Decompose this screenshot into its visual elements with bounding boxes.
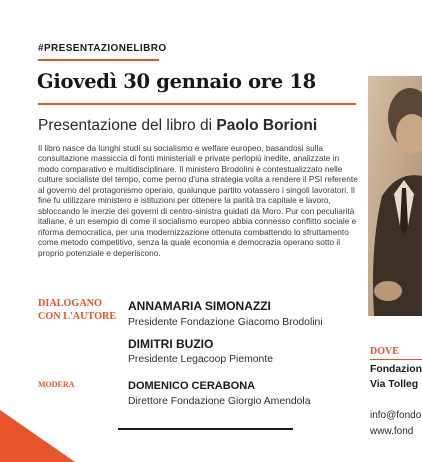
- venue-name: Fondazion: [370, 364, 422, 375]
- title-prefix: Presentazione del libro di: [38, 117, 213, 134]
- bottom-divider: [118, 428, 293, 430]
- book-presentation-title: [38, 117, 317, 135]
- dialogue-label-line1: DIALOGANO: [38, 298, 102, 309]
- dialogue-label-line2: CON L'AUTORE: [38, 311, 117, 322]
- author-photo-image: [368, 76, 422, 316]
- venue-label: DOVE: [370, 346, 399, 357]
- date-underline: [38, 103, 356, 105]
- venue-underline: [370, 359, 422, 360]
- speaker-title: Presidente Legacoop Piemonte: [128, 354, 273, 365]
- hashtag-underline: [38, 59, 159, 61]
- book-description: Il libro nasce da lunghi studi su socialismo e welfare europeo, basandosi sulla consultazione massiccia di fonti ministeriali e private perlopiù inedite, analizzate in modo comparativo e multidisciplinare. Il ministero Brodolini è contestualizzato nelle culture socialiste del tempo, come perno d'una strategia volta a rendere il PSI referente al governo del protagonismo operaio, qualunque partito votassero i singoli lavoratori. Il fine fu utilizzare ministero e istituzioni per ottenere la parità tra capitale e lavoro, sbloccando le inerzie dei governi di centro-sinistra guidati da Moro. Pur con peculiarità italiane, è un esempio di come il socialismo europeo abbia connesso conflitto sociale e riforma democratica, per una modernizzazione ottenuta combattendo lo sfruttamento come metodo competitivo, senza la quale economia e democrazia operano sotto il proprio potenziale e deperiscono.: [38, 143, 358, 258]
- speaker-title: Presidente Fondazione Giacomo Brodolini: [128, 317, 323, 328]
- moderator-title: Direttore Fondazione Giorgio Amendola: [128, 396, 311, 407]
- dialogue-label: [38, 297, 116, 323]
- hashtag-heading: #PRESENTAZIONELIBRO: [38, 43, 167, 54]
- corner-accent-triangle: [0, 410, 75, 462]
- author-name: Paolo Borioni: [216, 117, 318, 134]
- contact-email-link[interactable]: info@fondo: [370, 410, 422, 421]
- contact-website-link[interactable]: www.fond: [370, 426, 414, 437]
- moderator-label: MODERA: [38, 380, 75, 389]
- venue-address: Via Tolleg: [370, 379, 419, 390]
- speaker-name: DIMITRI BUZIO: [128, 337, 214, 351]
- speaker-name: ANNAMARIA SIMONAZZI: [128, 299, 271, 313]
- moderator-name: DOMENICO CERABONA: [128, 380, 256, 392]
- author-photo: [368, 76, 422, 316]
- event-date-heading: Giovedì 30 gennaio ore 18: [37, 70, 316, 93]
